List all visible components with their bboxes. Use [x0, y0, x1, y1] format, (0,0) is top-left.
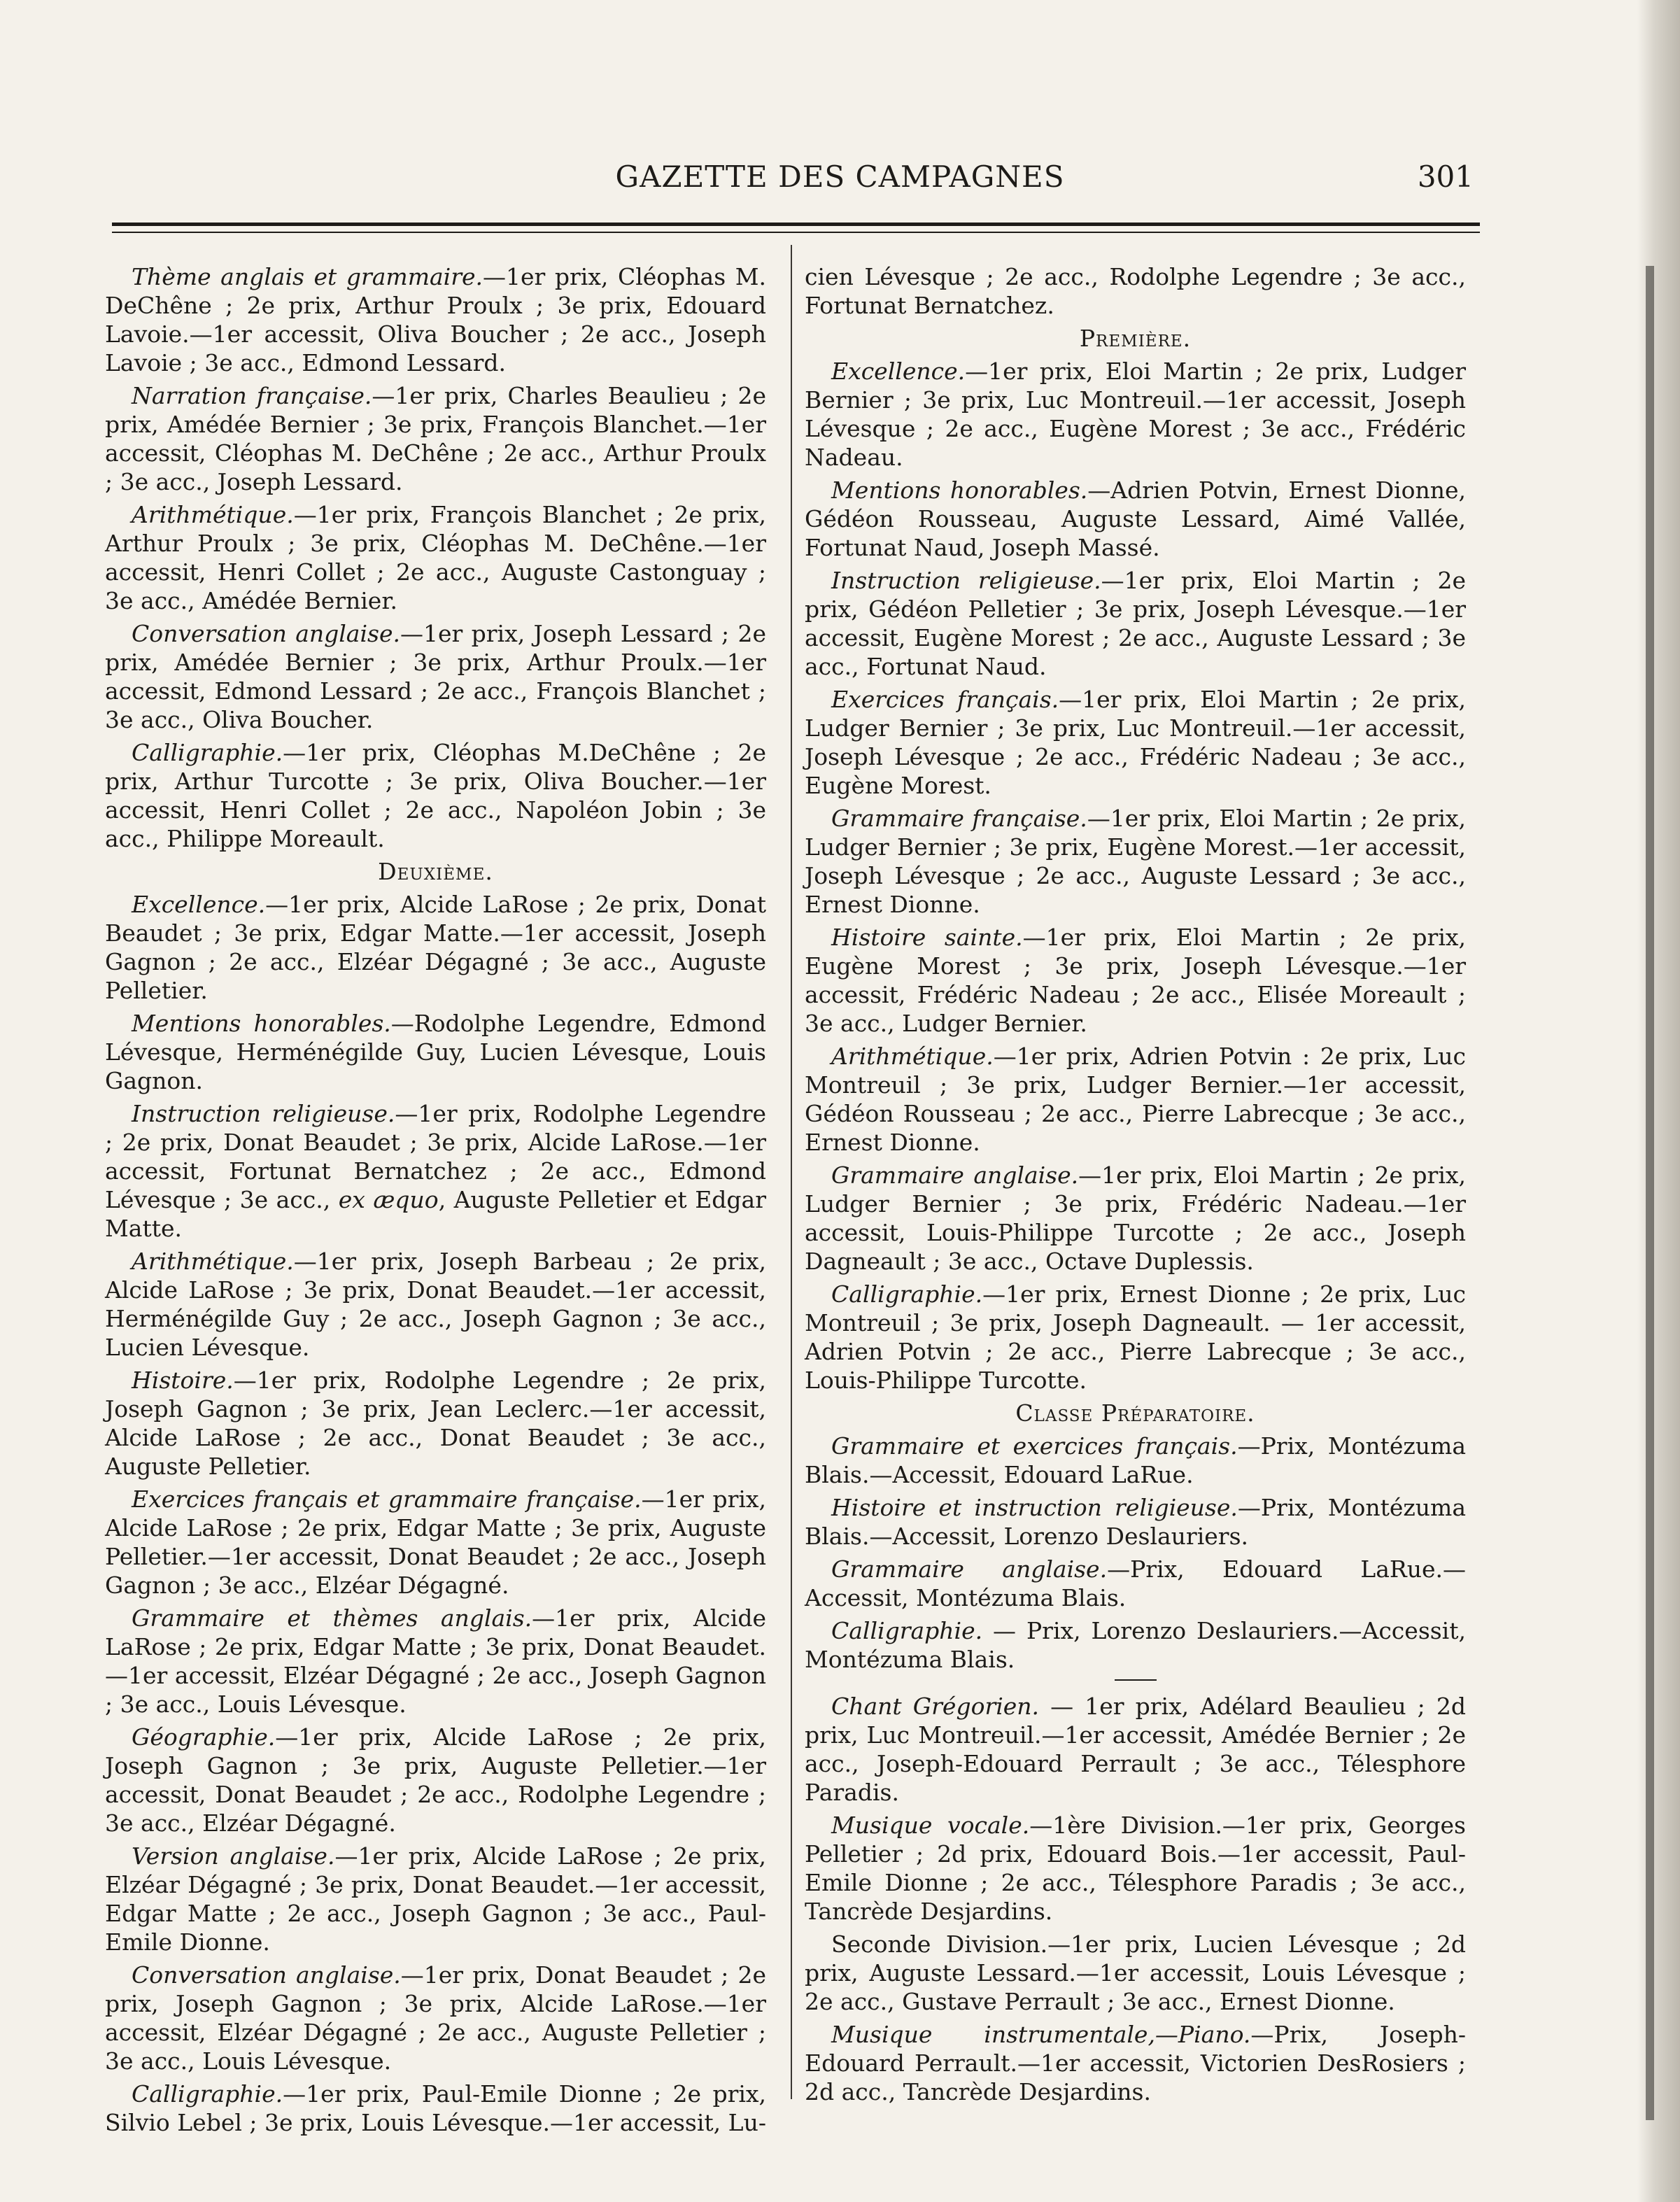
binding-shadow — [1646, 266, 1654, 2120]
entry-instruction — [105, 1099, 766, 1243]
page-number: 301 — [1417, 160, 1474, 194]
section-heading-classe-preparatoire: Classe Préparatoire. — [1015, 1399, 1255, 1427]
entry-text: —1er prix, Paul-Emile Dionne ; 2e prix, Silvio Lebel ; 3e prix, Louis Lévesque.—1er accessit, Lu- — [105, 2080, 766, 2136]
entry-theme-anglais — [105, 262, 766, 377]
entry-chant — [805, 1692, 1466, 1807]
entry-calligraphie — [805, 1280, 1466, 1395]
subject-label: Grammaire française. — [831, 805, 1087, 832]
entry-musique-instrumentale — [805, 2020, 1466, 2106]
entry-text: —1er prix, Rodolphe Legendre ; 2e prix, Donat Beaudet ; 3e prix, Alcide LaRose.—1er accessit, Fortunat Bernatchez ; 2e acc., Edmond Lévesque ; 3e acc., — [105, 1100, 766, 1213]
subject-label: Grammaire et thèmes anglais. — [132, 1604, 532, 1632]
entry-exercices — [805, 685, 1466, 800]
subject-label: Histoire et instruction religieuse. — [831, 1494, 1238, 1521]
subject-label: Narration française. — [132, 382, 372, 409]
header-rule-thin — [112, 232, 1480, 233]
entry-musique-vocale — [805, 1811, 1466, 1926]
subject-label: Arithmétique. — [132, 501, 294, 528]
entry-text: —1er prix, Eloi Martin ; 2e prix, Ludger Bernier ; 3e prix, Eugène Morest.—1er accessit, Joseph Lévesque ; 2e acc., Auguste Lessard ; 3e acc., Ernest Dionne. — [805, 805, 1466, 918]
entry-narration — [105, 381, 766, 496]
right-column — [805, 262, 1466, 2110]
entry-text: —1er prix, Alcide LaRose ; 2e prix, Joseph Gagnon ; 3e prix, Auguste Pelletier.—1er accessit, Donat Beaudet ; 2e acc., Rodolphe Legendre ; 3e acc., Elzéar Dégagné. — [105, 1723, 766, 1837]
entry-text: —1er prix, Eloi Martin ; 2e prix, Ludger Bernier ; 3e prix, Luc Montreuil.—1er accessit, Joseph Lévesque ; 2e acc., Frédéric Nadeau ; 3e acc., Eugène Morest. — [805, 686, 1466, 799]
entry-version — [105, 1842, 766, 1956]
subject-label: Grammaire anglaise. — [831, 1162, 1079, 1189]
section-separator — [1115, 1679, 1157, 1681]
entry-arithmetique — [805, 1042, 1466, 1157]
entry-text: —1er prix, Alcide LaRose ; 2e prix, Edgar Matte ; 3e prix, Donat Beaudet.—1er accessit, Elzéar Dégagné ; 2e acc., Joseph Gagnon ; 3e acc., Louis Lévesque. — [105, 1604, 766, 1718]
entry-text: —1er prix, Eloi Martin ; 2e prix, Ludger Bernier ; 3e prix, Luc Montreuil.—1er accessit, Joseph Lévesque ; 2e acc., Eugène Morest ; 3e acc., Frédéric Nadeau. — [805, 358, 1466, 471]
subject-label: Calligraphie. — [831, 1280, 983, 1308]
subject-label: Calligraphie. — [132, 739, 283, 766]
subject-label: Chant Grégorien. — [831, 1693, 1040, 1720]
entry-histoire-instruction — [805, 1493, 1466, 1551]
entry-calligraphie — [105, 738, 766, 853]
subject-label: Exercices français et grammaire française. — [132, 1485, 642, 1513]
subject-label: Exercices français. — [831, 686, 1059, 713]
section-heading-premiere: Première. — [1079, 325, 1192, 352]
entry-text: —1er prix, Alcide LaRose ; 2e prix, Elzéar Dégagné ; 3e prix, Donat Beaudet.—1er accessit, Edgar Matte ; 2e acc., Joseph Gagnon ; 3e acc., Paul-Emile Dionne. — [105, 1842, 766, 1956]
subject-label: Thème anglais et grammaire. — [132, 263, 483, 290]
entry-text: —1er prix, Joseph Lessard ; 2e prix, Amédée Bernier ; 3e prix, Arthur Proulx.—1er accessit, Edmond Lessard ; 2e acc., François Blanchet ; 3e acc., Oliva Boucher. — [105, 620, 766, 733]
entry-histoire — [105, 1366, 766, 1481]
subject-label: Instruction religieuse. — [132, 1100, 395, 1127]
subject-label: Excellence. — [831, 358, 966, 385]
subject-label: Instruction religieuse. — [831, 567, 1101, 594]
subject-label: Conversation anglaise. — [132, 1961, 401, 1989]
subject-label: Histoire sainte. — [831, 924, 1023, 951]
entry-text: —Adrien Potvin, Ernest Dionne, Gédéon Rousseau, Auguste Lessard, Aimé Vallée, Fortunat Naud, Joseph Massé. — [805, 477, 1466, 561]
entry-text: , Auguste Pelletier et Edgar Matte. — [105, 1186, 766, 1242]
entry-text: —Prix, Montézuma Blais.—Accessit, Edouard LaRue. — [805, 1432, 1466, 1488]
entry-conversation-2 — [105, 1961, 766, 2075]
subject-label: Mentions honorables. — [132, 1010, 391, 1037]
header-rule-thick — [112, 223, 1480, 226]
subject-label: Arithmétique. — [831, 1043, 994, 1070]
entry-text: —1er prix, Adrien Potvin : 2e prix, Luc Montreuil ; 3e prix, Ludger Bernier.—1er accessit, Gédéon Rousseau ; 2e acc., Pierre Labrecque ; 3e acc., Ernest Dionne. — [805, 1043, 1466, 1156]
subject-label: Calligraphie. — [831, 1617, 983, 1644]
entry-grammaire-exercices — [805, 1432, 1466, 1489]
entry-arithmetique-2 — [105, 1247, 766, 1362]
entry-text: —1er prix, François Blanchet ; 2e prix, Arthur Proulx ; 3e prix, Cléophas M. DeChêne.—1er accessit, Henri Collet ; 2e acc., Auguste Castonguay ; 3e acc., Amédée Bernier. — [105, 501, 766, 614]
entry-continuation: cien Lévesque ; 2e acc., Rodolphe Legendre ; 3e acc., Fortunat Bernatchez. — [805, 263, 1466, 319]
entry-text: —1er prix, Donat Beaudet ; 2e prix, Joseph Gagnon ; 3e prix, Alcide LaRose.—1er accessit, Elzéar Dégagné ; 2e acc., Auguste Pelletier ; 3e acc., Louis Lévesque. — [105, 1961, 766, 2075]
subject-label: Grammaire et exercices français. — [831, 1432, 1238, 1460]
entry-text: —1er prix, Alcide LaRose ; 2e prix, Donat Beaudet ; 3e prix, Edgar Matte.—1er accessit, Joseph Gagnon ; 2e acc., Elzéar Dégagné ; 3e acc., Auguste Pelletier. — [105, 891, 766, 1004]
entry-text: —1er prix, Eloi Martin ; 2e prix, Eugène Morest ; 3e prix, Joseph Lévesque.—1er accessit, Frédéric Nadeau ; 2e acc., Elisée Moreault ; 3e acc., Ludger Bernier. — [805, 924, 1466, 1037]
entry-calligraphie-2 — [105, 2080, 766, 2137]
subject-label: Musique vocale. — [831, 1812, 1030, 1839]
entry-text: —1er prix, Ernest Dionne ; 2e prix, Luc Montreuil ; 3e prix, Joseph Dagneault. — 1er accessit, Adrien Potvin ; 2e acc., Pierre Labrecque ; 3e acc., Louis-Philippe Turcotte. — [805, 1280, 1466, 1394]
entry-grammaire-themes — [105, 1604, 766, 1718]
entry-text: —1er prix, Cléophas M. DeChêne ; 2e prix, Arthur Proulx ; 3e prix, Edouard Lavoie.—1er accessit, Oliva Boucher ; 2e acc., Joseph Lavoie ; 3e acc., Edmond Lessard. — [105, 263, 766, 376]
section-heading-deuxieme: Deuxième. — [378, 858, 493, 885]
entry-seconde-division: Seconde Division.—1er prix, Lucien Lévesque ; 2d prix, Auguste Lessard.—1er accessit, Louis Lévesque ; 2e acc., Gustave Perrault ; 3e acc., Ernest Dionne. — [805, 1931, 1466, 2015]
entry-excellence — [105, 890, 766, 1005]
entry-text: —Prix, Joseph-Edouard Perrault.—1er accessit, Victorien DesRosiers ; 2d acc., Tancrède Desjardins. — [805, 2021, 1467, 2105]
entry-text: —1er prix, Rodolphe Legendre ; 2e prix, Joseph Gagnon ; 3e prix, Jean Leclerc.—1er accessit, Alcide LaRose ; 2e acc., Donat Beaudet ; 3e acc., Auguste Pelletier. — [105, 1367, 766, 1480]
entry-text: —1er prix, Eloi Martin ; 2e prix, Gédéon Pelletier ; 3e prix, Joseph Lévesque.—1er accessit, Eugène Morest ; 2e acc., Auguste Lessard ; 3e acc., Fortunat Naud. — [805, 567, 1466, 680]
entry-text: —1er prix, Eloi Martin ; 2e prix, Ludger Bernier ; 3e prix, Frédéric Nadeau.—1er accessit, Louis-Philippe Turcotte ; 2e acc., Joseph Dagneault ; 3e acc., Octave Duplessis. — [805, 1162, 1466, 1275]
entry-mentions — [105, 1009, 766, 1095]
subject-label: Grammaire anglaise. — [831, 1555, 1108, 1583]
entry-text: —Prix, Edouard LaRue.—Accessit, Montézuma Blais. — [805, 1555, 1466, 1611]
entry-text: —Prix, Montézuma Blais.—Accessit, Lorenzo Deslauriers. — [805, 1494, 1466, 1550]
column-divider — [791, 245, 792, 2099]
subject-label: Excellence. — [132, 891, 266, 918]
entry-text: — 1er prix, Adélard Beaulieu ; 2d prix, Luc Montreuil.—1er accessit, Amédée Bernier ; 2e acc., Joseph-Edouard Perrault ; 3e acc., Télesphore Paradis. — [805, 1693, 1466, 1806]
entry-text: —1ère Division.—1er prix, Georges Pelletier ; 2d prix, Edouard Bois.—1er accessit, Paul-Emile Dionne ; 2e acc., Télesphore Paradis ; 3e acc., Tancrède Desjardins. — [805, 1812, 1466, 1925]
entry-histoire-sainte — [805, 923, 1466, 1038]
entry-calligraphie-2 — [805, 1616, 1466, 1674]
entry-text: —1er prix, Charles Beaulieu ; 2e prix, Amédée Bernier ; 3e prix, François Blanchet.—1er accessit, Cléophas M. DeChêne ; 2e acc., Arthur Proulx ; 3e acc., Joseph Lessard. — [105, 382, 767, 495]
entry-text: —1er prix, Cléophas M.DeChêne ; 2e prix, Arthur Turcotte ; 3e prix, Oliva Boucher.—1er accessit, Henri Collet ; 2e acc., Napoléon Jobin ; 3e acc., Philippe Moreault. — [105, 739, 766, 852]
subject-label: Conversation anglaise. — [132, 620, 400, 647]
entry-excellence — [805, 357, 1466, 472]
entry-text: —Rodolphe Legendre, Edmond Lévesque, Herménégilde Guy, Lucien Lévesque, Louis Gagnon. — [105, 1010, 766, 1094]
entry-geographie — [105, 1723, 766, 1837]
left-column — [105, 262, 766, 2141]
subject-label: Musique instrumentale,—Piano. — [831, 2021, 1251, 2048]
entry-text: —1er prix, Alcide LaRose ; 2e prix, Edgar Matte ; 3e prix, Auguste Pelletier.—1er accessit, Donat Beaudet ; 2e acc., Joseph Gagnon ; 3e acc., Elzéar Dégagné. — [105, 1485, 766, 1599]
entry-exercices — [105, 1485, 766, 1600]
subject-label: Géographie. — [132, 1723, 276, 1751]
entry-grammaire-anglaise-2 — [805, 1555, 1466, 1612]
subject-label: Arithmétique. — [132, 1248, 294, 1275]
entry-text: —1er prix, Joseph Barbeau ; 2e prix, Alcide LaRose ; 3e prix, Donat Beaudet.—1er accessit, Herménégilde Guy ; 2e acc., Joseph Gagnon ; 3e acc., Lucien Lévesque. — [105, 1248, 766, 1361]
subject-label: Version anglaise. — [132, 1842, 335, 1870]
entry-conversation — [105, 619, 766, 734]
entry-instruction — [805, 566, 1466, 681]
entry-mentions — [805, 476, 1466, 562]
page-edge — [1637, 0, 1680, 2202]
entry-grammaire-francaise — [805, 804, 1466, 919]
entry-text: — Prix, Lorenzo Deslauriers.—Accessit, Montézuma Blais. — [805, 1617, 1466, 1673]
latin-phrase: ex æquo — [338, 1186, 439, 1213]
entry-arithmetique — [105, 500, 766, 615]
entry-grammaire-anglaise — [805, 1161, 1466, 1276]
running-header: GAZETTE DES CAMPAGNES — [615, 160, 1065, 194]
subject-label: Mentions honorables. — [831, 477, 1088, 504]
subject-label: Histoire. — [132, 1367, 234, 1394]
subject-label: Calligraphie. — [132, 2080, 283, 2108]
